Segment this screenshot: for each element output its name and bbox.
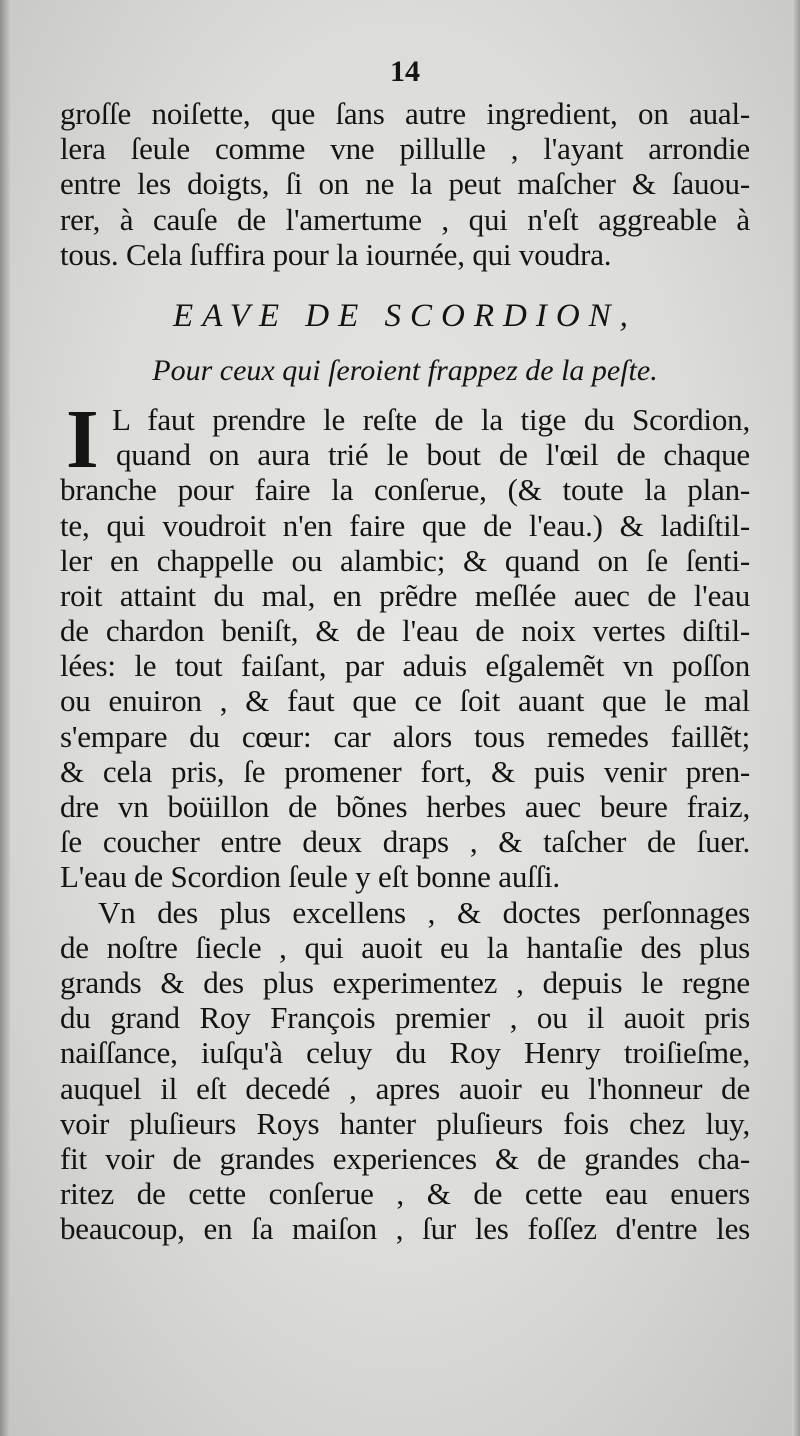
text-line: entre les doigts, ſi on ne la peut maſcher & ſauou- [60,166,750,202]
drop-cap: I [66,392,99,486]
text-line: rer, à cauſe de l'amertume , qui n'eſt aggreable à [60,201,750,237]
section-heading: EAVE DE SCORDION, [173,297,637,334]
page-left-edge [0,0,10,1436]
text-line: du grand Roy François premier , ou il auoit pris [60,1000,750,1036]
page-right-edge [792,0,800,1436]
text-line: groſſe noiſette, que ſans autre ingredient, on aual- [60,96,750,131]
text-line: lera ſeule comme vne pillulle , l'ayant arrondie [60,131,750,167]
text-line: branche pour faire la conſerue, (& toute la plan- [60,472,750,508]
text-line: fit voir de grandes experiences & de grandes cha- [60,1140,750,1176]
text-line: auquel il eſt decedé , apres auoir eu l'honneur de [60,1070,750,1106]
opening-passage [60,96,750,272]
paragraph-2 [60,895,750,1247]
text-line: Vn des plus excellens , & doctes perſonnages [98,894,750,930]
text-line: s'empare du cœur: car alors tous remedes faillẽt; [60,718,750,754]
text-line: lées: le tout faiſant, par aduis eſgalemẽt vn poſſon [60,648,750,684]
text-line: ou enuiron , & faut que ce ſoit auant que le mal [60,683,750,719]
page-text-block [60,52,750,1246]
text-line: roit attaint du mal, en prẽdre meſlée auec de l'eau [60,577,750,613]
text-line: quand on aura trié le bout de l'œil de chaque [116,437,750,473]
text-line: de noſtre ſiecle , qui auoit eu la hantaſie des plus [60,929,750,965]
text-line: L faut prendre le reſte de la tige du Scordion, [112,401,750,437]
paragraph-1 [60,392,750,895]
text-line: & cela pris, ſe promener fort, & puis venir pren- [60,753,750,789]
text-line: ler en chappelle ou alambic; & quand on ſe ſenti- [60,542,750,578]
text-line: ſe coucher entre deux draps , & taſcher de ſuer. [60,824,750,860]
text-line: grands & des plus experimentez , depuis le regne [60,964,750,1000]
text-line: dre vn boüillon de bõnes herbes auec beure fraiz, [60,789,750,824]
section-subheading: Pour ceux qui ſeroient frappez de la peſte. [152,353,658,387]
text-line: te, qui voudroit n'en faire que de l'eau.) & ladiſtil- [60,507,750,543]
text-line: de chardon beniſt, & de l'eau de noix vertes diſtil- [60,613,750,649]
text-line: ritez de cette conſerue , & de cette eau enuers [60,1176,750,1212]
page-number: 14 [390,55,420,88]
text-line: voir pluſieurs Roys hanter pluſieurs fois chez luy, [60,1105,750,1141]
text-line: tous. Cela ſuffira pour la iournée, qui voudra. [60,236,612,272]
text-line: naiſſance, iuſqu'à celuy du Roy Henry troiſieſme, [60,1035,750,1071]
text-line: beaucoup, en ſa maiſon , ſur les foſſez d'entre les [60,1211,750,1247]
text-line: L'eau de Scordion ſeule y eſt bonne auſſi. [60,859,560,895]
